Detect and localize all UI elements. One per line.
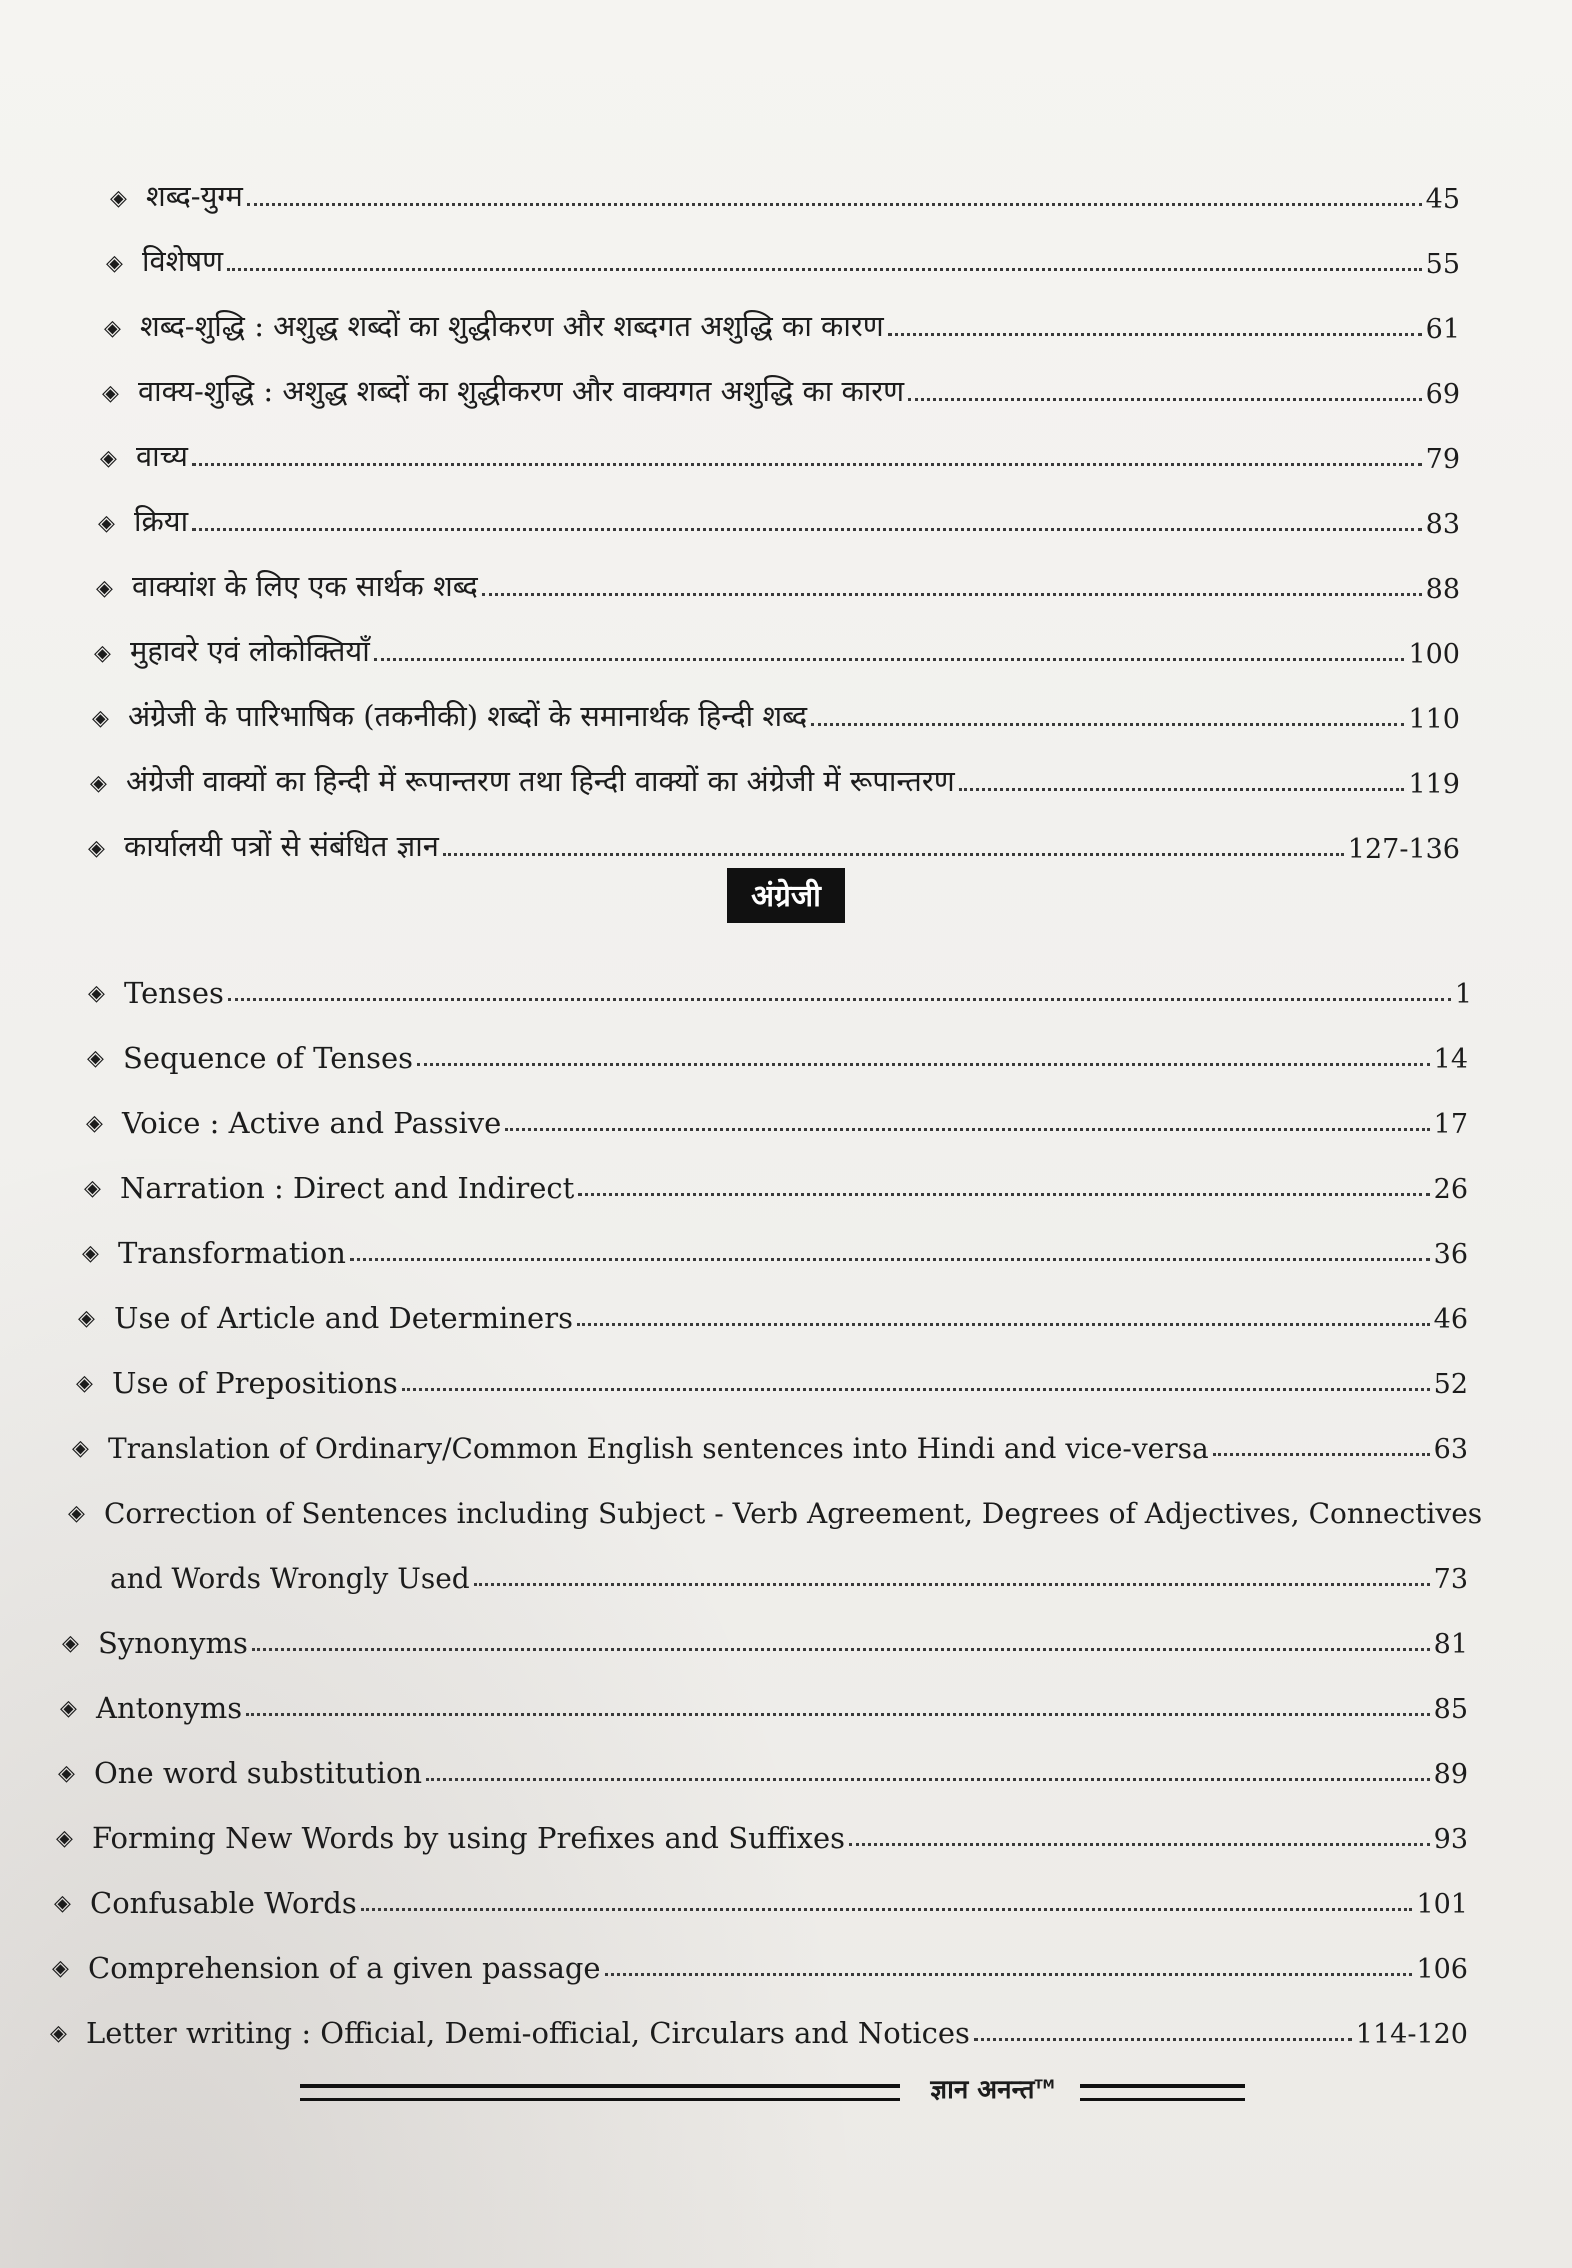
toc-entry-title: Sequence of Tenses [123, 1041, 413, 1075]
diamond-bullet-icon: ◈ [88, 981, 105, 1006]
toc-entry [0, 1075, 1572, 1140]
toc-entry-title: Narration : Direct and Indirect [120, 1171, 575, 1205]
leader-dots [247, 203, 1422, 206]
toc-entry-page: 93 [1433, 1824, 1468, 1855]
leader-dots [505, 1128, 1429, 1131]
toc-entry [0, 1140, 1572, 1205]
section-heading-english: अंग्रेजी [727, 868, 845, 923]
toc-entry [0, 1985, 1572, 2050]
toc-entry-title: Forming New Words by using Prefixes and Suffixes [92, 1821, 846, 1855]
toc-entry [0, 1595, 1572, 1660]
toc-entry-title: कार्यालयी पत्रों से संबंधित ज्ञान [124, 829, 439, 863]
toc-entry-page: 85 [1433, 1694, 1468, 1725]
footer-rule-left [300, 2084, 900, 2101]
leader-dots [578, 1193, 1429, 1196]
toc-entry-title: Correction of Sentences including Subject - Verb Agreement, Degrees of Adjectives, Connectives [104, 1497, 1483, 1530]
toc-entry-page: 14 [1433, 1044, 1468, 1075]
diamond-bullet-icon: ◈ [84, 1176, 101, 1201]
diamond-bullet-icon: ◈ [58, 1761, 75, 1786]
toc-entry-page: 36 [1433, 1239, 1468, 1270]
leader-dots [228, 998, 1451, 1001]
toc-entry-continuation [0, 1530, 1572, 1595]
diamond-bullet-icon: ◈ [62, 1631, 79, 1656]
diamond-bullet-icon: ◈ [90, 771, 107, 796]
toc-entry-title: Synonyms [98, 1626, 248, 1660]
leader-dots [849, 1843, 1430, 1846]
toc-entry [0, 1920, 1572, 1985]
toc-entry-page: 55 [1425, 249, 1460, 280]
toc-entry-title: Tenses [124, 976, 224, 1010]
leader-dots [811, 723, 1404, 726]
toc-entry-page: 73 [1433, 1564, 1468, 1595]
toc-entry-page: 127-136 [1347, 834, 1460, 865]
toc-entry [0, 800, 1572, 865]
toc-entry-title: Voice : Active and Passive [122, 1106, 502, 1140]
toc-entry-title: शब्द-शुद्धि : अशुद्ध शब्दों का शुद्धीकरण और शब्दगत अशुद्धि का कारण [140, 309, 884, 343]
toc-entry-page: 26 [1433, 1174, 1468, 1205]
toc-entry-page: 61 [1425, 314, 1460, 345]
leader-dots [443, 853, 1344, 856]
toc-entry [0, 1400, 1572, 1465]
leader-dots [474, 1583, 1430, 1586]
diamond-bullet-icon: ◈ [60, 1696, 77, 1721]
toc-entry-title: Comprehension of a given passage [88, 1951, 601, 1985]
toc-entry [0, 345, 1572, 410]
footer [300, 2070, 1250, 2110]
toc-entry-page: 52 [1433, 1369, 1468, 1400]
footer-brand [910, 2070, 1075, 2106]
toc-entry-page: 101 [1416, 1889, 1468, 1920]
toc-entry-title: Confusable Words [90, 1886, 357, 1920]
diamond-bullet-icon: ◈ [88, 836, 105, 861]
leader-dots [888, 333, 1422, 336]
leader-dots [426, 1778, 1430, 1781]
diamond-bullet-icon: ◈ [104, 316, 121, 341]
toc-entry-page: 119 [1408, 769, 1460, 800]
leader-dots [577, 1323, 1430, 1326]
toc-entry [0, 1725, 1572, 1790]
diamond-bullet-icon: ◈ [50, 2021, 67, 2046]
toc-entry-title: Use of Prepositions [112, 1366, 398, 1400]
diamond-bullet-icon: ◈ [54, 1891, 71, 1916]
toc-entry-title: वाक्य-शुद्धि : अशुद्ध शब्दों का शुद्धीकरण और वाक्यगत अशुद्धि का कारण [138, 374, 905, 408]
footer-brand-name: ज्ञान अनन्त [930, 2075, 1035, 2105]
diamond-bullet-icon: ◈ [106, 251, 123, 276]
toc-entry [0, 670, 1572, 735]
footer-rule-right [1080, 2084, 1245, 2101]
toc-entry-page: 45 [1425, 184, 1460, 215]
toc-entry-page: 1 [1454, 979, 1472, 1010]
leader-dots [227, 268, 1422, 271]
leader-dots [974, 2038, 1352, 2041]
leader-dots [252, 1648, 1430, 1651]
toc-entry [0, 1335, 1572, 1400]
toc-entry-page: 114-120 [1355, 2019, 1468, 2050]
leader-dots [417, 1063, 1430, 1066]
toc-entry-title: Translation of Ordinary/Common English sentences into Hindi and vice-versa [108, 1432, 1209, 1465]
toc-entry-title: Transformation [118, 1236, 346, 1270]
toc-entry-title: विशेषण [142, 244, 224, 278]
leader-dots [482, 593, 1422, 596]
toc-entry-title: मुहावरे एवं लोकोक्तियाँ [130, 634, 370, 668]
toc-entry [0, 945, 1572, 1010]
diamond-bullet-icon: ◈ [52, 1956, 69, 1981]
hindi-toc [0, 150, 1572, 865]
toc-entry [0, 1205, 1572, 1270]
toc-entry-page: 89 [1433, 1759, 1468, 1790]
diamond-bullet-icon: ◈ [98, 511, 115, 536]
toc-entry [0, 1855, 1572, 1920]
diamond-bullet-icon: ◈ [72, 1436, 89, 1461]
toc-entry [0, 475, 1572, 540]
toc-entry-title: and Words Wrongly Used [110, 1562, 470, 1595]
toc-entry-page: 69 [1425, 379, 1460, 410]
leader-dots [192, 463, 1422, 466]
leader-dots [605, 1973, 1413, 1976]
toc-entry-page: 106 [1416, 1954, 1468, 1985]
diamond-bullet-icon: ◈ [56, 1826, 73, 1851]
leader-dots [361, 1908, 1413, 1911]
diamond-bullet-icon: ◈ [78, 1306, 95, 1331]
section-heading-wrap [0, 868, 1572, 923]
toc-entry [0, 410, 1572, 475]
toc-entry-title: Letter writing : Official, Demi-official, Circulars and Notices [86, 2016, 970, 2050]
diamond-bullet-icon: ◈ [100, 446, 117, 471]
toc-entry [0, 605, 1572, 670]
toc-entry [0, 735, 1572, 800]
diamond-bullet-icon: ◈ [87, 1046, 104, 1071]
toc-entry-page: 83 [1425, 509, 1460, 540]
toc-entry [0, 540, 1572, 605]
diamond-bullet-icon: ◈ [102, 381, 119, 406]
toc-entry [0, 1010, 1572, 1075]
toc-entry [0, 1790, 1572, 1855]
leader-dots [246, 1713, 1429, 1716]
diamond-bullet-icon: ◈ [82, 1241, 99, 1266]
toc-entry-page: 79 [1425, 444, 1460, 475]
toc-entry [0, 150, 1572, 215]
toc-entry [0, 1465, 1572, 1530]
toc-entry-page: 100 [1408, 639, 1460, 670]
toc-entry-title: Antonyms [96, 1691, 243, 1725]
diamond-bullet-icon: ◈ [68, 1501, 85, 1526]
toc-entry-page: 81 [1433, 1629, 1468, 1660]
diamond-bullet-icon: ◈ [76, 1371, 93, 1396]
toc-entry-page: 46 [1433, 1304, 1468, 1335]
toc-entry [0, 280, 1572, 345]
toc-entry-page: 110 [1408, 704, 1460, 735]
toc-entry [0, 1660, 1572, 1725]
toc-entry-title: अंग्रेजी के पारिभाषिक (तकनीकी) शब्दों के समानार्थक हिन्दी शब्द [128, 699, 808, 733]
toc-entry-title: शब्द-युग्म [146, 179, 243, 213]
toc-entry-title: क्रिया [134, 504, 189, 538]
leader-dots [192, 528, 1422, 531]
toc-entry-page: 88 [1425, 574, 1460, 605]
diamond-bullet-icon: ◈ [92, 706, 109, 731]
toc-entry-title: वाच्य [136, 439, 188, 473]
leader-dots [908, 398, 1422, 401]
leader-dots [959, 788, 1405, 791]
diamond-bullet-icon: ◈ [94, 641, 111, 666]
toc-entry-title: Use of Article and Determiners [114, 1301, 573, 1335]
toc-entry [0, 1270, 1572, 1335]
diamond-bullet-icon: ◈ [110, 186, 127, 211]
leader-dots [1213, 1453, 1430, 1456]
leader-dots [350, 1258, 1430, 1261]
toc-entry-page: 17 [1433, 1109, 1468, 1140]
toc-entry-title: वाक्यांश के लिए एक सार्थक शब्द [132, 569, 478, 603]
diamond-bullet-icon: ◈ [86, 1111, 103, 1136]
toc-entry-title: One word substitution [94, 1756, 423, 1790]
english-toc [0, 945, 1572, 2050]
footer-trademark: TM [1034, 2077, 1055, 2092]
leader-dots [402, 1388, 1430, 1391]
leader-dots [374, 658, 1405, 661]
toc-entry [0, 215, 1572, 280]
toc-entry-title: अंग्रेजी वाक्यों का हिन्दी में रूपान्तरण तथा हिन्दी वाक्यों का अंग्रेजी में रूपान्तरण [126, 764, 955, 798]
diamond-bullet-icon: ◈ [96, 576, 113, 601]
toc-entry-page: 63 [1433, 1434, 1468, 1465]
